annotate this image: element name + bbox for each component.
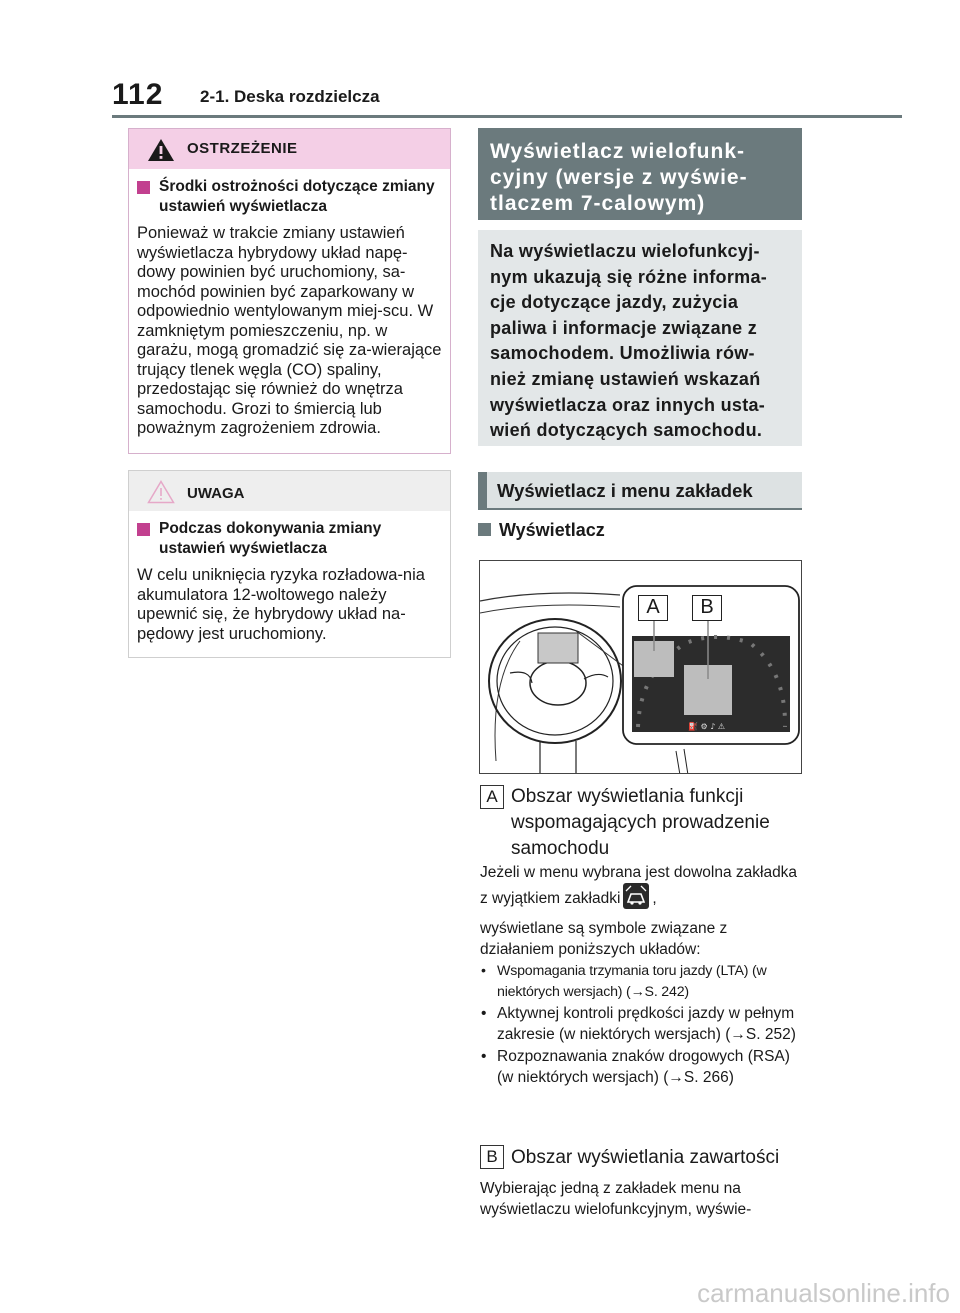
caution-title: UWAGA [187, 485, 245, 502]
tab-heading: Wyświetlacz i menu zakładek [478, 472, 802, 510]
square-bullet-icon [137, 181, 150, 194]
dashboard-diagram [479, 560, 802, 774]
warning-heading [137, 177, 442, 217]
square-bullet-icon [137, 523, 150, 536]
diagram-label-b: B [692, 595, 722, 621]
subheading-display [478, 520, 605, 541]
item-a-paragraph [480, 862, 805, 909]
warning-box [128, 128, 451, 454]
item-a-paragraph-2: wyświetlane są symbole związane z działaniem poniższych układów: [480, 920, 728, 958]
item-a-title: Obszar wyświetlania funkcji wspomagających prowadzenie samochodu [511, 786, 770, 859]
item-a-text-1: Jeżeli w menu wybrana jest dowolna zakładka z wyjątkiem zakładki [480, 864, 798, 907]
dashboard-illustration [480, 561, 802, 774]
warning-title: OSTRZEŻENIE [187, 140, 298, 157]
item-b-text: Wybierając jedną z zakładek menu na wyświetlaczu wielofunkcyjnym, wyświe- [480, 1180, 752, 1218]
svg-text:⛽ ⚙ ♪ ⚠: ⛽ ⚙ ♪ ⚠ [688, 722, 726, 731]
driving-assist-tab-icon [623, 883, 649, 909]
item-b-title: Obszar wyświetlania zawartości [511, 1147, 780, 1168]
page-number: 112 [112, 78, 164, 111]
warning-triangle-icon [147, 138, 175, 162]
item-a-text-2: , [652, 890, 657, 907]
bullet-lta: • Wspomagania trzymania toru jazdy (LTA) (w niektórych wersjach) (→S. 242) [480, 961, 810, 1002]
warning-text: Ponieważ w trakcie zmiany ustawień wyświetlacza hybrydowy układ napę-dowy powinien być uruchomiony, sa-mochód powinien być zaparkowany w odpowiednio wentylowanym miej-scu. W zamkniętym pomieszczeniu, np. w garażu, mogą gromadzić się za-wierające trujący tlenek węgla (CO) spaliny, przedostając się również do wnętrza samochodu. Grozi to śmiercią lub poważnym zagrożeniem zdrowia. [137, 224, 442, 437]
caution-heading-text: Podczas dokonywania zmiany ustawień wyświetlacza [159, 520, 382, 557]
watermark: carmanualsonline.info [697, 1278, 950, 1308]
caution-triangle-icon [147, 480, 175, 504]
intro-text: Na wyświetlaczu wielofunkcyj-nym ukazują się różne informa-cje dotyczące jazdy, zużycia paliwa i informacje związane z samochodem. Umożliwia rów-nież zmianę ustawień wskazań wyświetlacza oraz innych usta-wień dotyczących samochodu. [478, 230, 802, 446]
page-header [112, 78, 902, 118]
item-a-bullets [480, 961, 810, 1090]
subheading-text: Wyświetlacz [499, 520, 605, 540]
warning-header [129, 129, 450, 169]
caution-heading [137, 519, 442, 559]
diagram-label-a: A [638, 595, 668, 621]
item-b-letter: B [480, 1145, 504, 1169]
main-heading: Wyświetlacz wielofunk-cyjny (wersje z wyświe-tlaczem 7-calowym) [478, 128, 802, 220]
item-a-letter: A [480, 785, 504, 809]
bullet-cruise-control: • Aktywnej kontroli prędkości jazdy w pełnym zakresie (w niektórych wersjach) (→S. 252) [480, 1004, 810, 1045]
caution-text: W celu uniknięcia ryzyka rozładowa-nia akumulatora 12-woltowego należy upewnić się, że hybrydowy układ na-pędowy jest uruchomiony. [137, 566, 425, 643]
caution-box [128, 470, 451, 658]
bullet-rsa: • Rozpoznawania znaków drogowych (RSA) (w niektórych wersjach) (→S. 266) [480, 1047, 810, 1088]
square-bullet-icon [478, 523, 491, 536]
warning-heading-text: Środki ostrożności dotyczące zmiany ustawień wyświetlacza [159, 178, 435, 215]
caution-header [129, 471, 450, 511]
section-title: 2-1. Deska rozdzielcza [200, 87, 380, 106]
